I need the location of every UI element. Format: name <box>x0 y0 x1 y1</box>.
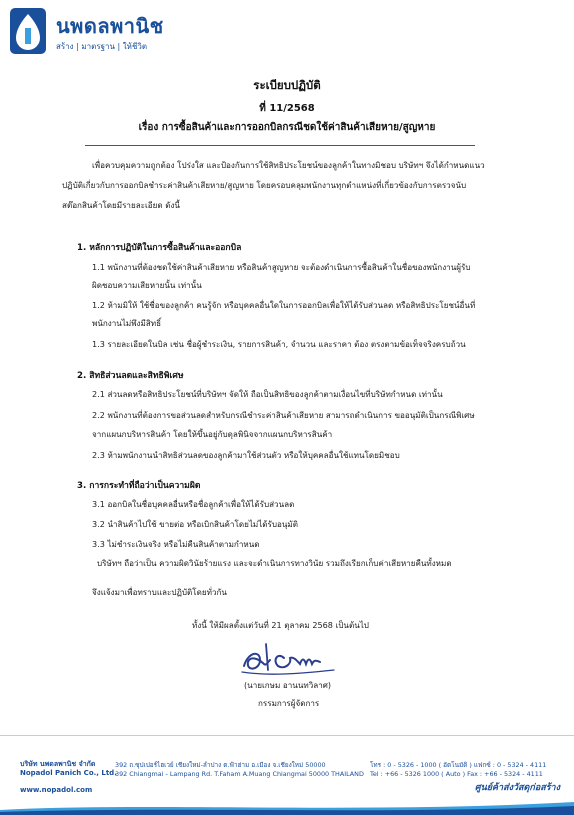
company-logo-icon <box>10 8 46 54</box>
footer-banner-stripe <box>0 800 574 815</box>
section-2-heading: 2. สิทธิส่วนลดและสิทธิพิเศษ <box>77 371 184 381</box>
effective-date: ทั้งนี้ ให้มีผลตั้งแต่วันที่ 21 ตุลาคม 2568 เป็นต้นไป <box>192 620 369 630</box>
section-1-heading: 1. หลักการปฏิบัติในการซื้อสินค้าและออกบิล <box>77 243 242 253</box>
section-3-heading: 3. การกระทำที่ถือว่าเป็นความผิด <box>77 481 201 491</box>
section-3-line: 3.2 นำสินค้าไปใช้ ขายต่อ หรือเบิกสินค้าโดยไม่ได้รับอนุมัติ <box>92 519 299 529</box>
signer-name: (นายเกษม อานนทวิลาศ) <box>244 680 332 690</box>
section-2-line: 2.1 ส่วนลดหรือสิทธิประโยชน์ที่บริษัทฯ จัดให้ ถือเป็นสิทธิของลูกค้าตามเงื่อนไขที่บริษัทกำหนด เท่านั้น <box>92 389 443 399</box>
company-tagline: สร้าง | มาตรฐาน | ให้ชีวิต <box>56 42 148 51</box>
document-subject: เรื่อง การซื้อสินค้าและการออกบิลกรณีชดใช้ค่าสินค้าเสียหาย/สูญหาย <box>138 122 436 133</box>
intro-line-2: ปฏิบัติเกี่ยวกับการออกบิลชำระค่าสินค้าเสียหาย/สูญหาย โดยครอบคลุมพนักงานทุกตำแหน่งที่เกี่ยวข้องกับการตรวจนับ <box>62 180 467 190</box>
signature-icon <box>238 640 338 680</box>
section-1-line: ผิดชอบความเสียหายนั้น เท่านั้น <box>92 280 202 290</box>
footer-phone-th: โทร : 0 - 5326 - 1000 ( อัตโนมัติ ) แฟกซ์ : 0 - 5324 - 4111 <box>370 761 547 769</box>
footer-address-en: 392 Chiangmai - Lampang Rd. T.Faham A.Muang Chiangmai 50000 THAILAND <box>115 770 364 778</box>
section-2-line: จากแผนกบริหารสินค้า โดยให้ขึ้นอยู่กับดุลพินิจจากแผนกบริหารสินค้า <box>92 429 333 439</box>
title-divider <box>85 145 475 146</box>
closing-statement: จึงแจ้งมาเพื่อทราบและปฏิบัติโดยทั่วกัน <box>92 587 227 597</box>
document-number: ที่ 11/2568 <box>259 103 315 114</box>
section-2-line: 2.2 พนักงานที่ต้องการขอส่วนลดสำหรับกรณีชำระค่าสินค้าเสียหาย สามารถดำเนินการ ขออนุมัติเป็นกรณีพิเศษ <box>92 410 475 420</box>
section-1-line: 1.2 ห้ามมิให้ ใช้ชื่อของลูกค้า คนรู้จัก หรือบุคคลอื่นใดในการออกบิลเพื่อให้ได้รับส่วนลด หรือสิทธิประโยชน์อื่นที่ <box>92 300 476 310</box>
section-1-line: 1.3 รายละเอียดในบิล เช่น ชื่อผู้ชำระเงิน, รายการสินค้า, จำนวน และราคา ต้อง ตรงตามข้อเท็จจริงครบถ้วน <box>92 339 466 349</box>
intro-line-1: เพื่อควบคุมความถูกต้อง โปร่งใส และป้องกันการใช้สิทธิประโยชน์ของลูกค้าในทางมิชอบ บริษัทฯ จึงได้กำหนดแนว <box>92 160 485 170</box>
company-name-logo: นพดลพานิช <box>56 14 164 38</box>
section-3-line: 3.3 ไม่ชำระเงินจริง หรือไม่คืนสินค้าตามกำหนด <box>92 539 260 549</box>
letterhead <box>0 0 574 70</box>
footer-website-link[interactable]: www.nopadol.com <box>20 786 93 794</box>
intro-line-3: สต๊อกสินค้าโดยมีรายละเอียด ดังนี้ <box>62 200 180 210</box>
section-3-line: 3.1 ออกบิลในชื่อบุคคลอื่นหรือชื่อลูกค้าเพื่อให้ได้รับส่วนลด <box>92 499 295 509</box>
footer-company-en: Nopadol Panich Co., Ltd. <box>20 769 117 777</box>
footer-slogan: ศูนย์ค้าส่งวัสดุก่อสร้าง <box>474 783 560 793</box>
section-1-line: 1.1 พนักงานที่ต้องชดใช้ค่าสินค้าเสียหาย หรือสินค้าสูญหาย จะต้องดำเนินการซื้อสินค้าในชื่อของพนักงานผู้รับ <box>92 262 471 272</box>
section-3-line: บริษัทฯ ถือว่าเป็น ความผิดวินัยร้ายแรง และจะดำเนินการทางวินัย รวมถึงเรียกเก็บค่าเสียหายคืนทั้งหมด <box>97 558 452 568</box>
section-1-line: พนักงานไม่พึงมีสิทธิ์ <box>92 318 162 328</box>
footer-address-th: 392 ถ.ซุปเปอร์ไฮเวย์ เชียงใหม่-ลำปาง ต.ฟ้าฮ่าม อ.เมือง จ.เชียงใหม่ 50000 <box>115 761 326 769</box>
signer-title: กรรมการผู้จัดการ <box>258 698 320 708</box>
footer-company-th: บริษัท นพดลพานิช จำกัด <box>20 760 96 768</box>
document-title: ระเบียบปฏิบัติ <box>253 78 321 92</box>
footer-phone-en: Tel : +66 - 5326 1000 ( Auto ) Fax : +66 - 5324 - 4111 <box>370 770 543 778</box>
footer-divider <box>0 735 574 736</box>
section-2-line: 2.3 ห้ามพนักงานนำสิทธิส่วนลดของลูกค้ามาใช้ส่วนตัว หรือให้บุคคลอื่นใช้แทนโดยมิชอบ <box>92 450 400 460</box>
